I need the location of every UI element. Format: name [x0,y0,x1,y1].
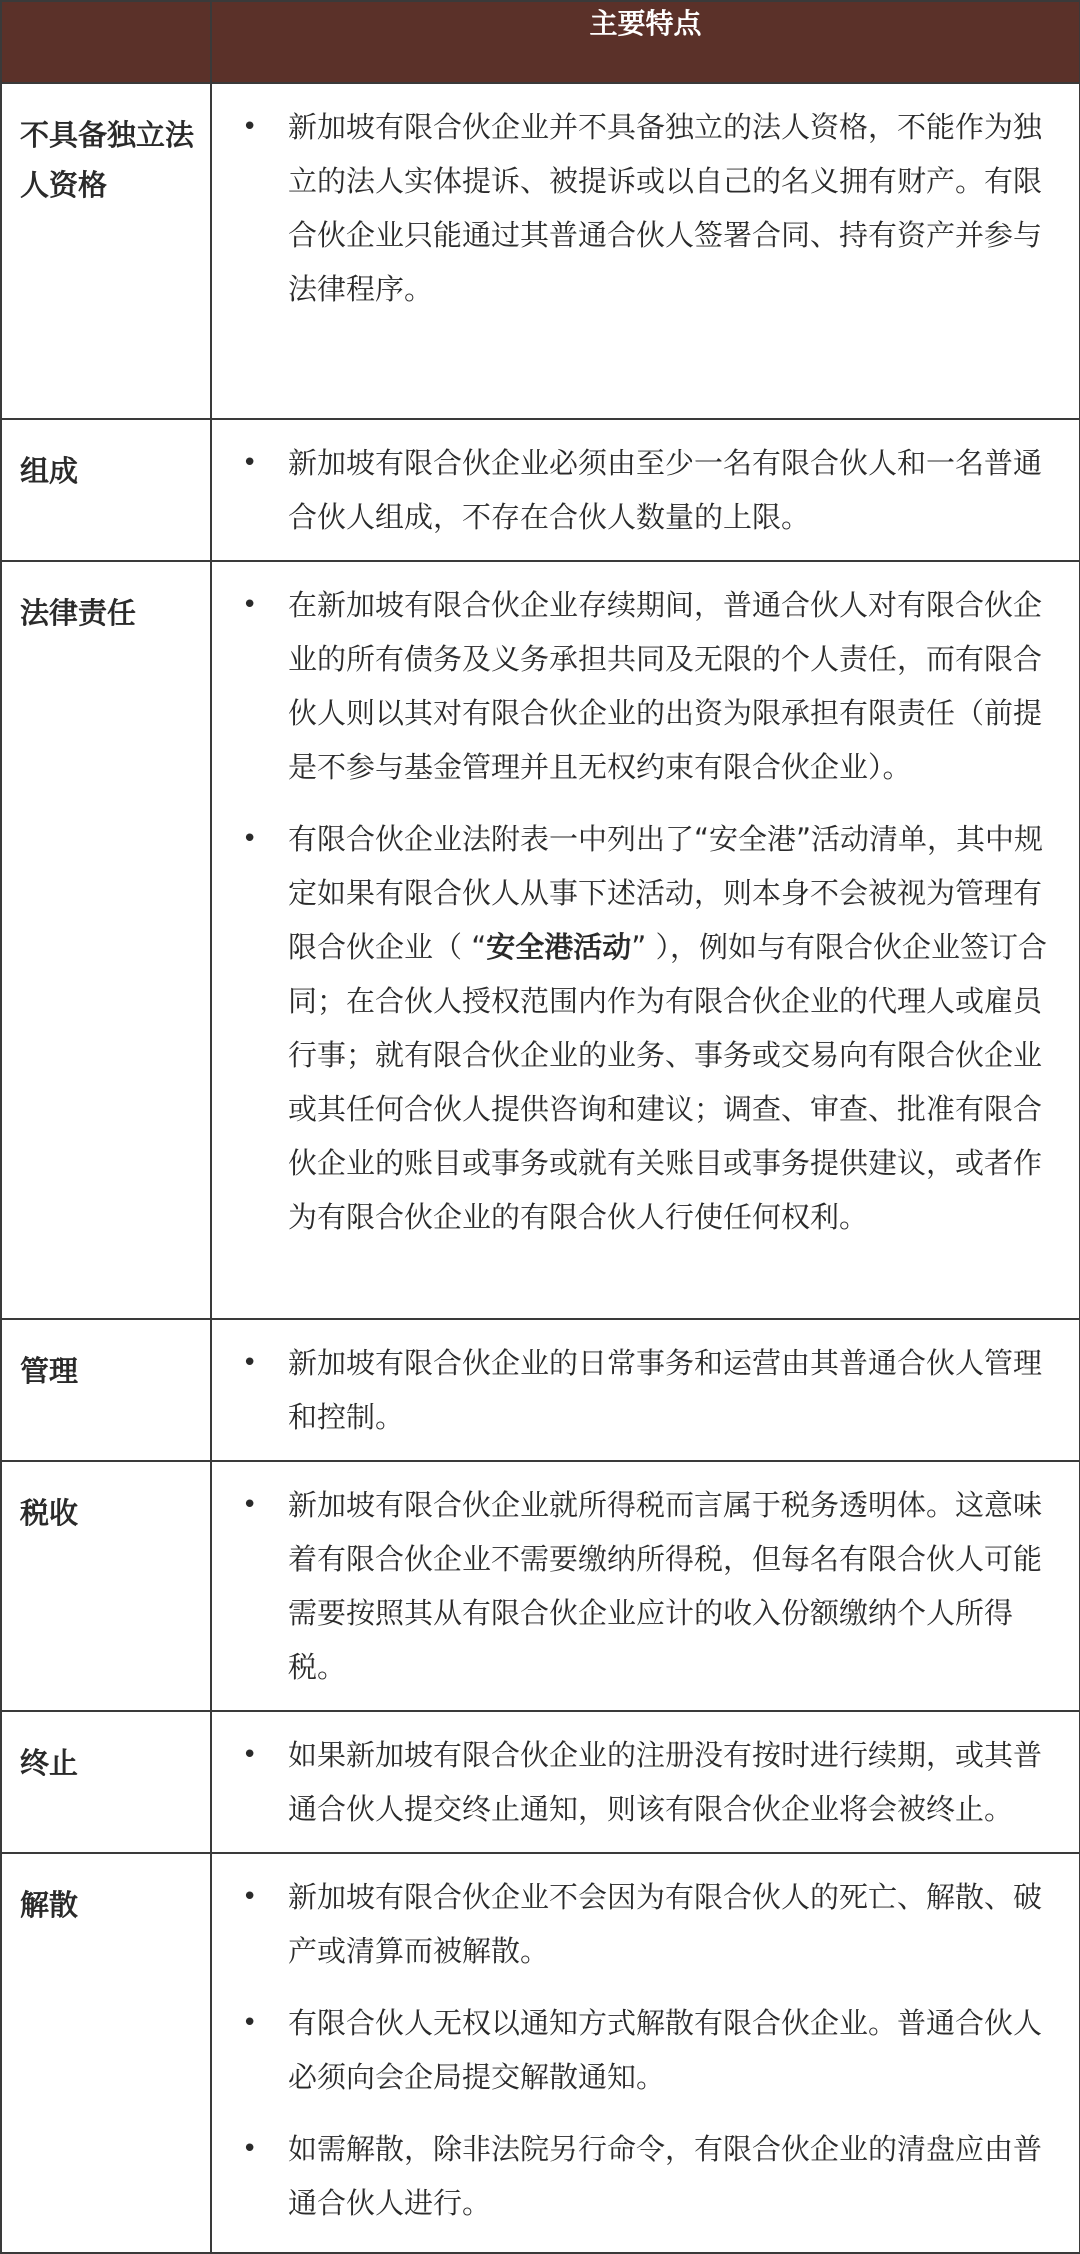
safe-harbor-term: 安全港活动 [486,930,632,964]
table-row [1,1319,1080,1461]
bullet-item [228,1728,1063,1836]
bullet-icon: • [242,1348,258,1378]
row-label: 管理 [1,1319,211,1461]
table-row [1,419,1080,561]
bullet-text: 如果新加坡有限合伙企业的注册没有按时进行续期，或其普通合伙人提交终止通知，则该有限合伙企业将会被终止。 [288,1738,1043,1826]
row-content [211,83,1080,419]
bullet-item [228,1336,1063,1444]
bullet-icon: • [242,590,258,620]
bullet-icon: • [242,824,258,854]
row-content [211,561,1080,1319]
bullet-item [228,1996,1063,2104]
safe-harbor-text-before: 有限合伙企业法附表一中列出了“安全港”活动清单，其中规定如果有限合伙人从事下述活动，则本身不会被视为管理有限合伙企业（ “ [288,822,1044,964]
bullet-text: 新加坡有限合伙企业就所得税而言属于税务透明体。这意味着有限合伙企业不需要缴纳所得税，但每名有限合伙人可能需要按照其从有限合伙企业应计的收入份额缴纳个人所得税。 [288,1488,1043,1684]
header-cell-blank [1,1,211,83]
header-cell-main-features: 主要特点 [211,1,1080,83]
table-row [1,1711,1080,1853]
bullet-item [228,100,1063,316]
row-label: 组成 [1,419,211,561]
bullet-icon: • [242,1490,258,1520]
table-row [1,561,1080,1319]
bullet-item [228,578,1063,794]
bullet-item [228,1478,1063,1694]
bullet-item [228,1870,1063,1978]
bullet-icon: • [242,448,258,478]
row-content [211,419,1080,561]
bullet-text: 新加坡有限合伙企业必须由至少一名有限合伙人和一名普通合伙人组成，不存在合伙人数量的上限。 [288,446,1043,534]
table-row [1,83,1080,419]
bullet-text: 新加坡有限合伙企业不会因为有限合伙人的死亡、解散、破产或清算而被解散。 [288,1880,1043,1968]
safe-harbor-text-after: ” ），例如与有限合伙企业签订合同；在合伙人授权范围内作为有限合伙企业的代理人或雇员行事；就有限合伙企业的业务、事务或交易向有限合伙企业或其任何合伙人提供咨询和建议；调查、审查、批准有限合伙企业的账目或事务或就有关账目或事务提供建议，或者作为有限合伙企业的有限合伙人行使任何权利。 [288,930,1048,1234]
bullet-icon: • [242,112,258,142]
row-content [211,1319,1080,1461]
bullet-item [228,436,1063,544]
bullet-item [228,812,1063,1244]
bullet-text: 有限合伙人无权以通知方式解散有限合伙企业。普通合伙人必须向会企局提交解散通知。 [288,2006,1043,2094]
bullet-text: 在新加坡有限合伙企业存续期间，普通合伙人对有限合伙企业的所有债务及义务承担共同及无限的个人责任，而有限合伙人则以其对有限合伙企业的出资为限承担有限责任（前提是不参与基金管理并且无权约束有限合伙企业）。 [288,588,1043,784]
bullet-text: 新加坡有限合伙企业并不具备独立的法人资格，不能作为独立的法人实体提诉、被提诉或以自己的名义拥有财产。有限合伙企业只能通过其普通合伙人签署合同、持有资产并参与法律程序。 [288,110,1043,306]
bullet-text [288,812,1063,1244]
row-label: 不具备独立法人资格 [1,83,211,419]
table-row [1,1461,1080,1711]
row-content [211,1853,1080,2253]
row-content [211,1461,1080,1711]
row-label: 法律责任 [1,561,211,1319]
row-label: 解散 [1,1853,211,2253]
bullet-icon: • [242,2134,258,2164]
table-row [1,1853,1080,2253]
bullet-icon: • [242,2008,258,2038]
bullet-text: 新加坡有限合伙企业的日常事务和运营由其普通合伙人管理和控制。 [288,1346,1043,1434]
bullet-icon: • [242,1740,258,1770]
bullet-icon: • [242,1882,258,1912]
table-header-row [1,1,1080,83]
row-content [211,1711,1080,1853]
row-label: 税收 [1,1461,211,1711]
row-label: 终止 [1,1711,211,1853]
bullet-item [228,2122,1063,2230]
bullet-text: 如需解散，除非法院另行命令，有限合伙企业的清盘应由普通合伙人进行。 [288,2132,1043,2220]
